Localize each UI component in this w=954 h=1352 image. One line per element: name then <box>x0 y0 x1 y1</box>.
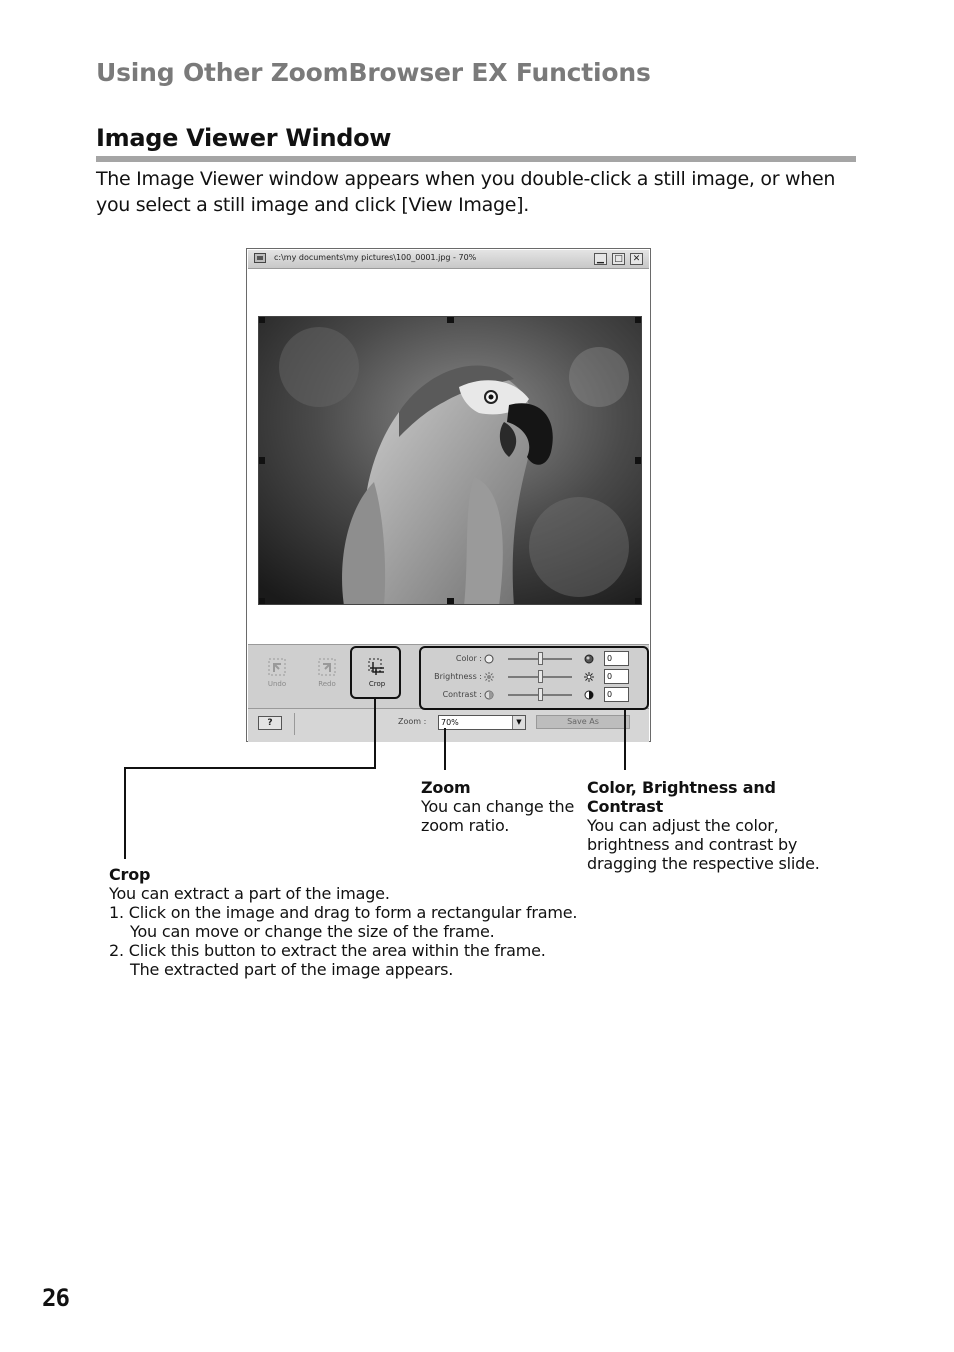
zoom-select[interactable] <box>438 715 526 730</box>
crop-callout <box>109 865 729 979</box>
crop-handle[interactable] <box>447 316 454 323</box>
window-titlebar <box>248 250 649 269</box>
crop-handle[interactable] <box>635 316 642 323</box>
help-button[interactable]: ? <box>258 716 282 730</box>
crop-step-2-note: The extracted part of the image appears. <box>130 960 454 979</box>
crop-callout-title: Crop <box>109 865 151 884</box>
adjust-highlight <box>419 646 649 710</box>
brightness-value-field[interactable]: 0 <box>604 669 629 684</box>
contrast-value-field[interactable]: 0 <box>604 687 629 702</box>
close-icon[interactable]: ✕ <box>630 253 643 265</box>
chevron-down-icon[interactable]: ▼ <box>512 716 525 729</box>
window-statusbar <box>248 708 649 742</box>
crop-step-1-note: You can move or change the size of the frame. <box>130 922 495 941</box>
contrast-label: Contrast : <box>442 690 482 699</box>
adjust-callout-text: You can adjust the color, brightness and contrast by dragging the respective slide. <box>587 816 820 873</box>
brightness-label: Brightness : <box>434 672 482 681</box>
zoom-value: 70% <box>441 718 459 727</box>
crop-label: Crop <box>368 680 386 688</box>
zoom-label: Zoom : <box>398 717 427 726</box>
intro-paragraph: The Image Viewer window appears when you double-click a still image, or when you select a still image and click [View Image]. <box>96 168 836 216</box>
color-label: Color : <box>455 654 482 663</box>
undo-label: Undo <box>267 680 287 688</box>
window-title: c:\my documents\my pictures\100_0001.jpg - 70% <box>274 253 477 262</box>
crop-leader-vertical <box>374 699 376 769</box>
crop-handle[interactable] <box>258 598 265 605</box>
undo-icon <box>266 656 288 678</box>
crop-leader-horizontal <box>124 767 376 769</box>
section-heading: Using Other ZoomBrowser EX Functions <box>96 58 651 87</box>
redo-label: Redo <box>318 680 336 688</box>
maximize-icon[interactable]: □ <box>612 253 625 265</box>
zoom-callout-text: You can change the zoom ratio. <box>421 797 575 835</box>
parrot-image <box>259 317 642 605</box>
crop-handle[interactable] <box>447 598 454 605</box>
image-canvas[interactable] <box>248 269 649 644</box>
crop-handle[interactable] <box>635 598 642 605</box>
crop-step-1: 1. Click on the image and drag to form a rectangular frame. <box>109 903 578 922</box>
crop-handle[interactable] <box>635 457 642 464</box>
crop-highlight <box>350 646 401 699</box>
minimize-icon[interactable]: ▁ <box>594 253 607 265</box>
zoom-callout <box>421 778 581 835</box>
undo-button[interactable] <box>254 650 300 700</box>
crop-callout-text: You can extract a part of the image. <box>109 884 390 903</box>
adjust-callout <box>587 778 857 873</box>
redo-icon <box>316 656 338 678</box>
adjust-callout-title: Color, Brightness and Contrast <box>587 778 776 816</box>
adjust-leader <box>624 710 626 770</box>
title-rule <box>96 156 856 162</box>
zoom-callout-title: Zoom <box>421 778 471 797</box>
color-value-field[interactable]: 0 <box>604 651 629 666</box>
crop-handle[interactable] <box>258 316 265 323</box>
crop-handle[interactable] <box>258 457 265 464</box>
statusbar-divider <box>294 713 295 735</box>
page-number: 26 <box>42 1284 69 1312</box>
save-as-button[interactable]: Save As <box>536 715 630 729</box>
parrot-photo[interactable] <box>258 316 642 605</box>
app-icon <box>254 253 266 263</box>
zoom-leader <box>444 728 446 770</box>
redo-button[interactable] <box>304 650 350 700</box>
crop-leader-down <box>124 767 126 859</box>
crop-step-2: 2. Click this button to extract the area within the frame. <box>109 941 546 960</box>
page-title: Image Viewer Window <box>96 124 392 152</box>
